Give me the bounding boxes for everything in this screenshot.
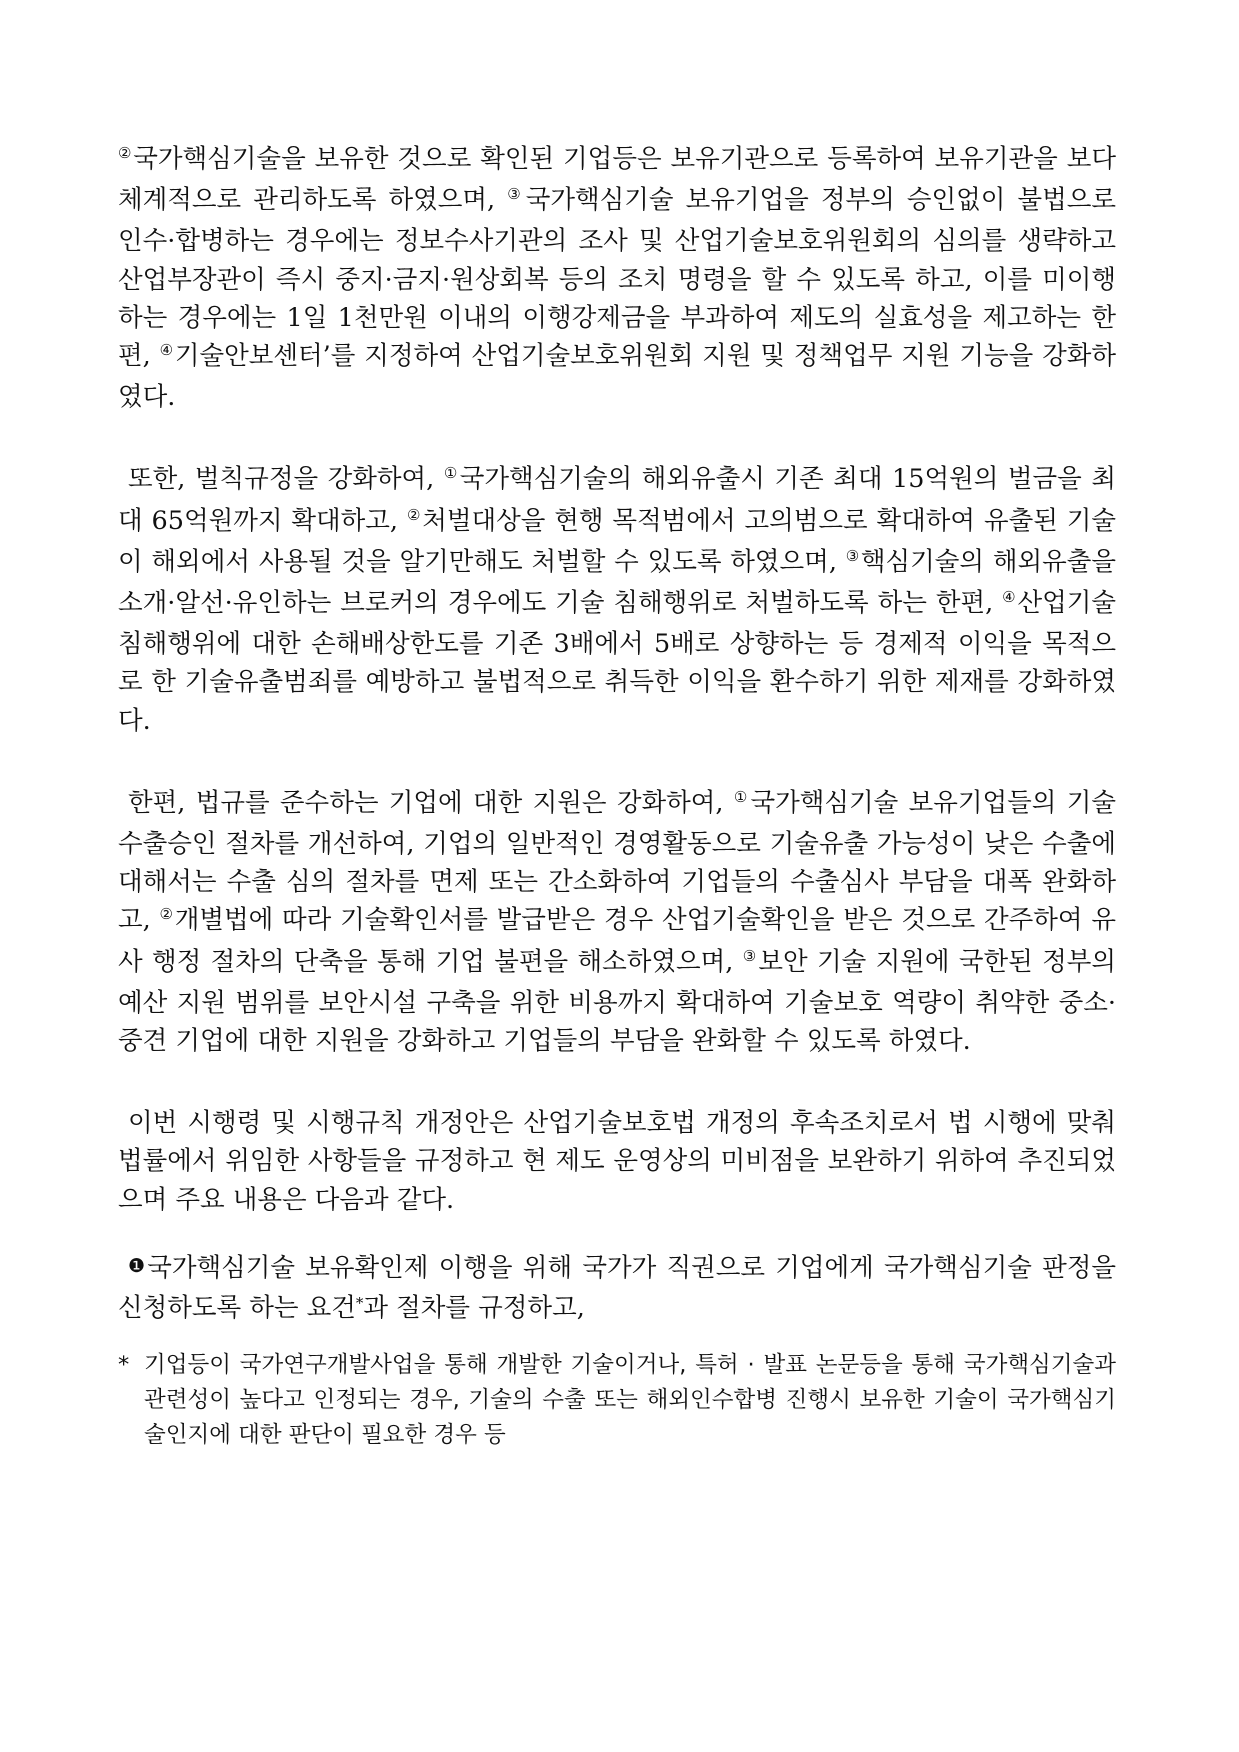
segment-text: 국가핵심기술 보유기업들의 기술 수출승인 절차를 개선하여, 기업의 일반적인 경영활동으로 기술유출 가능성이 낮은 수출에 대해서는 수출 심의 절차를 면제 또는 간소화하여 기업들의 수출심사 부담을 대폭 완화하고, bbox=[118, 787, 1117, 936]
circled-number-marker: ② bbox=[118, 144, 133, 162]
item-text: 국가핵심기술 보유확인제 이행을 위해 국가가 직권으로 기업에게 국가핵심기술 판정을 신청하도록 하는 요건 bbox=[118, 1252, 1116, 1324]
segment-text: 개별법에 따라 기술확인서를 발급받은 경우 산업기술확인을 받은 것으로 간주하여 유사 행정 절차의 단축을 통해 기업 불편을 해소하였으며, bbox=[118, 905, 1116, 977]
paragraph-company-support bbox=[118, 784, 1116, 1060]
segment-text: 국가핵심기술 보유기업을 정부의 승인없이 불법으로 인수·합병하는 경우에는 정보수사기관의 조사 및 산업기술보호위원회의 심의를 생략하고 산업부장관이 즉시 중지·금지·원상회복 등의 조치 명령을 할 수 있도록 하고, 이를 미이행하는 경우에는 1일 1천만원 이내의 이행강제금을 부과하여 제도의 실효성을 제고하는 한편, bbox=[118, 185, 1116, 372]
circled-number-marker: ③ bbox=[742, 946, 758, 965]
segment-text: 기술안보센터’를 지정하여 산업기술보호위원회 지원 및 정책업무 지원 기능을 강화하였다. bbox=[118, 341, 1116, 413]
footnote-text: 기업등이 국가연구개발사업을 통해 개발한 기술이거나, 특허 · 발표 논문등을 통해 국가핵심기술과 관련성이 높다고 인정되는 경우, 기술의 수출 또는 해외인수합병 진행시 보유한 기술이 국가핵심기술인지에 대한 판단이 필요한 경우 등 bbox=[144, 1352, 1116, 1449]
item-text: 과 절차를 규정하고, bbox=[363, 1293, 585, 1324]
paragraph-amendment-overview bbox=[118, 1104, 1116, 1219]
item-1-national-core-tech bbox=[118, 1249, 1116, 1330]
footnote-marker: * bbox=[118, 1352, 130, 1379]
segment-text: 산업기술 침해행위에 대한 손해배상한도를 기존 3배에서 5배로 상향하는 등 경제적 이익을 목적으로 한 기술유출범죄를 예방하고 불법적으로 취득한 이익을 환수하기 위한 제재를 강화하였다. bbox=[118, 588, 1117, 736]
paragraph-1-segment bbox=[118, 341, 1116, 412]
circled-number-marker: ② bbox=[159, 905, 174, 924]
footnote-reference-star: * bbox=[355, 1294, 364, 1313]
segment-text: 핵심기술의 해외유출을 소개·알선·유인하는 브로커의 경우에도 기술 침해행위로 처벌하도록 하는 한편, bbox=[118, 546, 1116, 619]
segment-text: 국가핵심기술의 해외유출시 기존 최대 15억원의 벌금을 최대 65억원까지 확대하고, bbox=[118, 464, 1116, 536]
circled-number-marker: ③ bbox=[845, 546, 860, 565]
filled-number-bullet: ❶ bbox=[128, 1254, 148, 1277]
segment-text: 보안 기술 지원에 국한된 정부의 예산 지원 범위를 보안시설 구축을 위한 비용까지 확대하여 기술보호 역량이 취약한 중소·중견 기업에 대한 지원을 강화하고 기업들의 부담을 완화할 수 있도록 하였다. bbox=[118, 946, 1116, 1057]
circled-number-marker: ② bbox=[406, 505, 422, 524]
footnote bbox=[118, 1348, 1116, 1453]
segment-text: 국가핵심기술을 보유한 것으로 확인된 기업등은 보유기관으로 등록하여 보유기관을 보다 체계적으로 관리하도록 하였으며, bbox=[118, 144, 1116, 216]
circled-number-marker: ① bbox=[733, 787, 750, 806]
segment-text: 이번 시행령 및 시행규칙 개정안은 산업기술보호법 개정의 후속조치로서 법 시행에 맞춰 법률에서 위임한 사항들을 규정하고 현 제도 운영상의 미비점을 보완하기 위하여 추진되었으며 주요 내용은 다음과 같다. bbox=[118, 1108, 1116, 1215]
circled-number-marker: ④ bbox=[1002, 588, 1017, 607]
circled-number-marker: ③ bbox=[507, 185, 525, 204]
segment-text: 또한, 벌칙규정을 강화하여, bbox=[128, 464, 444, 495]
document-page bbox=[118, 140, 1116, 1453]
segment-text: 처벌대상을 현행 목적범에서 고의범으로 확대하여 유출된 기술이 해외에서 사용될 것을 알기만해도 처벌할 수 있도록 하였으며, bbox=[118, 505, 1117, 577]
circled-number-marker: ① bbox=[443, 464, 459, 483]
paragraph-registration-and-mna bbox=[118, 140, 1116, 416]
paragraph-penalty-provisions bbox=[118, 460, 1116, 739]
circled-number-marker: ④ bbox=[159, 341, 174, 360]
segment-text: 한편, 법규를 준수하는 기업에 대한 지원은 강화하여, bbox=[128, 787, 734, 818]
